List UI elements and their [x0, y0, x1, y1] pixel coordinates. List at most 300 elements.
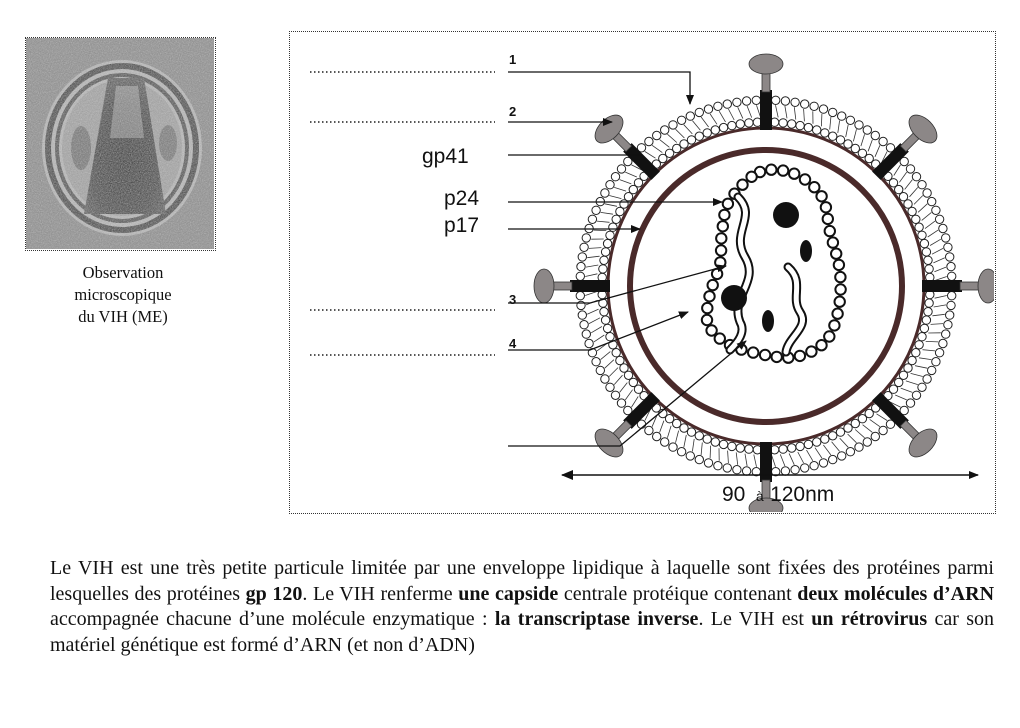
lipid-head-outer [578, 253, 586, 261]
desc-text-5: . Le VIH est [698, 608, 812, 631]
spike-glycoprotein [864, 384, 942, 462]
lipid-tail [930, 239, 941, 245]
lipid-head-outer [791, 98, 799, 106]
lipid-head-inner [796, 442, 804, 450]
lipid-head-inner [925, 299, 933, 307]
lipid-head-outer [879, 137, 887, 145]
lipid-tail [934, 267, 946, 272]
lipid-tail [877, 414, 888, 421]
lipid-tail [855, 430, 864, 438]
lipid-head-inner [829, 432, 837, 440]
lipid-tail [848, 434, 857, 443]
capsid-protein-bead [718, 221, 728, 231]
lipid-head-inner [603, 324, 611, 332]
lipid-head-inner [908, 356, 916, 364]
lipid-tail [710, 114, 717, 124]
pointer-1-envelope [508, 72, 690, 104]
lipid-tail [736, 452, 738, 464]
lipid-head-inner [711, 126, 719, 134]
lipid-tail [601, 212, 613, 214]
hiv-structure-diagram [290, 32, 994, 512]
lipid-head-inner [779, 445, 787, 453]
lipid-head-outer [661, 126, 669, 134]
lipid-head-outer [742, 467, 750, 475]
lipid-head-outer [669, 121, 677, 129]
lipid-head-inner [728, 121, 736, 129]
gp41-anchor [760, 442, 772, 482]
lipid-head-outer [580, 321, 588, 329]
lipid-head-outer [686, 112, 694, 120]
capsid-protein-bead [825, 226, 835, 236]
lipid-tail [701, 117, 709, 127]
lipid-head-outer [918, 181, 926, 189]
lipid-head-inner [924, 256, 932, 264]
lipid-tail [919, 358, 931, 360]
lipid-tail [922, 212, 932, 220]
lipid-head-inner [836, 428, 844, 436]
lipid-head-outer [855, 443, 863, 451]
lipid-tail [660, 421, 664, 433]
lipid-head-outer [928, 366, 936, 374]
capsid-protein-bead [831, 249, 841, 259]
lipid-head-outer [871, 432, 879, 440]
capsid-protein-bead [704, 291, 714, 301]
lipid-head-outer [596, 366, 604, 374]
lipid-head-inner [912, 349, 920, 357]
lipid-head-outer [879, 426, 887, 434]
lipid-head-inner [813, 438, 821, 446]
label-p17: p17 [444, 214, 480, 237]
gp120-head [749, 54, 783, 74]
lipid-tail [757, 105, 761, 117]
enzyme-circle-top [773, 202, 799, 228]
lipid-head-outer [939, 224, 947, 232]
lipid-head-outer [588, 215, 596, 223]
lipid-tail [804, 109, 805, 121]
lipid-head-outer [582, 234, 590, 242]
lipid-head-inner [606, 333, 614, 341]
capsid-protein-bead [737, 180, 747, 190]
capsid-protein-bead [746, 172, 756, 182]
lipid-head-outer [947, 301, 955, 309]
capsid-protein-bead [834, 260, 844, 270]
lipid-head-inner [821, 129, 829, 137]
lipid-tail [895, 395, 907, 400]
lipid-head-inner [600, 256, 608, 264]
lipid-head-inner [703, 129, 711, 137]
lipid-tail [632, 397, 639, 408]
lipid-head-outer [733, 466, 741, 474]
lipid-head-inner [601, 248, 609, 256]
lipid-head-outer [801, 100, 809, 108]
lipid-head-outer [781, 467, 789, 475]
desc-bold-retrovirus: un rétrovirus [811, 608, 928, 631]
lipid-tail [676, 129, 685, 138]
lipid-tail [875, 145, 880, 157]
lipid-head-outer [606, 383, 614, 391]
lipid-head-outer [918, 383, 926, 391]
lipid-head-inner [687, 136, 695, 144]
capsid-protein-bead [712, 269, 722, 279]
lipid-head-inner [908, 207, 916, 215]
lipid-tail [798, 452, 804, 463]
label-4: 4 [509, 336, 517, 351]
lipid-tail [652, 145, 662, 152]
lipid-tail [601, 352, 611, 360]
lipid-head-inner [915, 223, 923, 231]
lipid-head-outer [611, 173, 619, 181]
lipid-head-inner [620, 364, 628, 372]
lipid-head-inner [603, 239, 611, 247]
lipid-tail [667, 426, 671, 438]
lipid-head-outer [819, 105, 827, 113]
lipid-tail [710, 446, 711, 458]
lipid-head-outer [871, 131, 879, 139]
lipid-head-inner [745, 119, 753, 127]
lipid-head-inner [912, 215, 920, 223]
gp120-spikes [534, 54, 994, 512]
lipid-head-outer [846, 448, 854, 456]
lipid-head-outer [947, 262, 955, 270]
desc-bold-gp120: gp 120 [245, 582, 303, 605]
lipid-head-outer [829, 108, 837, 116]
lipid-tail [807, 450, 813, 461]
lipid-head-inner [736, 120, 744, 128]
lipid-tail [840, 438, 849, 447]
lipid-head-inner [844, 424, 852, 432]
capsid-protein-bead [702, 303, 712, 313]
size-scale-label: 90 à 120nm [722, 483, 835, 506]
lipid-head-outer [653, 432, 661, 440]
capsid-protein-bead [716, 233, 726, 243]
lipid-head-inner [616, 356, 624, 364]
lipid-head-inner [918, 333, 926, 341]
lipid-tail [772, 455, 776, 467]
lipid-head-outer [932, 206, 940, 214]
lipid-head-outer [704, 105, 712, 113]
lipid-tail [923, 350, 936, 351]
lipid-head-outer [923, 375, 931, 383]
lipid-head-inner [796, 121, 804, 129]
lipid-head-outer [935, 349, 943, 357]
lipid-head-outer [863, 126, 871, 134]
lipid-tail [910, 187, 918, 196]
gp41-anchor [760, 90, 772, 130]
lipid-tail [745, 454, 747, 466]
capsid-protein-bead [835, 284, 845, 294]
desc-text-1: Le VIH est une très petite particule limitée par une enveloppe lipidique à laquelle sont fixées des protéines parmi lesquelles des protéines [50, 557, 994, 605]
lipid-head-outer [935, 215, 943, 223]
lipid-tail [591, 327, 602, 333]
lipid-head-inner [736, 444, 744, 452]
lipid-tail [846, 125, 849, 137]
capsid-protein-bead [816, 191, 826, 201]
lipid-head-inner [609, 223, 617, 231]
lipid-head-outer [606, 181, 614, 189]
lipid-tail [660, 140, 670, 148]
lipid-head-outer [695, 108, 703, 116]
lipid-head-outer [923, 189, 931, 197]
capsid-protein-bead [702, 315, 712, 325]
lipid-head-inner [728, 442, 736, 450]
lipid-head-inner [600, 308, 608, 316]
lipid-tail [794, 107, 796, 119]
lipid-head-outer [723, 464, 731, 472]
lipid-head-outer [946, 253, 954, 261]
caption-line-1: Observation [82, 263, 164, 282]
lipid-head-outer [946, 311, 954, 319]
lipid-head-inner [788, 120, 796, 128]
lipid-tail [933, 258, 944, 263]
lipid-tail [692, 439, 694, 451]
lipid-head-inner [606, 231, 614, 239]
lipid-head-inner [904, 200, 912, 208]
lipid-tail [684, 125, 693, 134]
lipid-head-inner [804, 123, 812, 131]
capsid-protein-bead [778, 165, 788, 175]
lipid-head-outer [601, 189, 609, 197]
enzyme-oval-bottom [762, 310, 774, 332]
lipid-head-outer [810, 462, 818, 470]
lipid-tail [906, 381, 918, 385]
lipid-head-inner [711, 438, 719, 446]
lipid-tail [894, 165, 901, 176]
lipid-tail [738, 107, 743, 118]
lipid-head-outer [906, 165, 914, 173]
capsid-protein-bead [760, 350, 770, 360]
matrix-p17-ring [630, 150, 902, 422]
lipid-tail [614, 375, 622, 384]
lipid-head-inner [788, 444, 796, 452]
lipid-head-outer [714, 462, 722, 470]
lipid-head-outer [928, 197, 936, 205]
capsid-protein-bead [748, 347, 758, 357]
capsid-protein-bead [809, 182, 819, 192]
capsid-protein-bead [823, 214, 833, 224]
lipid-head-inner [612, 349, 620, 357]
lipid-head-inner [915, 341, 923, 349]
lipid-tail [863, 425, 873, 433]
lipid-head-outer [863, 438, 871, 446]
lipid-head-inner [719, 440, 727, 448]
label-gp41: gp41 [422, 145, 469, 168]
lipid-head-inner [925, 265, 933, 273]
capsid-protein-bead [715, 333, 725, 343]
hiv-diagram-frame [289, 31, 996, 514]
lipid-head-outer [686, 452, 694, 460]
lipid-head-outer [723, 100, 731, 108]
lipid-tail [926, 341, 938, 342]
desc-bold-arn: deux molécules d’ARN [797, 582, 995, 605]
lipid-tail [901, 388, 913, 392]
lipid-tail [785, 106, 787, 118]
lipid-tail [620, 180, 632, 184]
label-p24: p24 [444, 187, 480, 210]
spike-glycoprotein [590, 384, 668, 462]
lipid-head-outer [801, 464, 809, 472]
lipid-head-inner [616, 207, 624, 215]
lipid-head-inner [779, 119, 787, 127]
lipid-head-outer [653, 131, 661, 139]
desc-text-2: . Le VIH renferme [302, 582, 459, 605]
lipid-tail [585, 274, 597, 277]
lipid-tail [609, 196, 621, 199]
lipid-head-inner [836, 136, 844, 144]
lipid-head-outer [592, 358, 600, 366]
gp120-head [978, 269, 994, 303]
hiv-micrograph-image [26, 38, 214, 249]
lipid-head-outer [932, 358, 940, 366]
lipid-head-outer [733, 98, 741, 106]
lipid-tail [609, 368, 618, 377]
label-3: 3 [509, 292, 517, 307]
lipid-tail [925, 221, 935, 229]
lipid-tail [587, 256, 599, 258]
spike-glycoprotein [864, 110, 942, 188]
lipid-head-outer [577, 262, 585, 270]
capsid-protein-bead [719, 210, 729, 220]
caption-line-2: microscopique [74, 285, 172, 304]
lipid-head-outer [576, 292, 584, 300]
lipid-head-outer [645, 426, 653, 434]
lipid-tail [747, 106, 752, 118]
lipid-tail [870, 419, 880, 426]
lipid-tail [780, 454, 785, 466]
lipid-head-outer [948, 292, 956, 300]
lipid-tail [625, 390, 632, 400]
lipid-head-outer [944, 243, 952, 251]
label-2: 2 [509, 104, 517, 119]
lipid-head-inner [612, 215, 620, 223]
capsid-p24-shell [702, 165, 846, 363]
lipid-head-inner [920, 239, 928, 247]
lipid-head-outer [580, 243, 588, 251]
capsid-protein-bead [832, 309, 842, 319]
lipid-tail [625, 172, 637, 177]
lipid-tail [676, 431, 679, 443]
spike-glycoprotein [749, 54, 783, 130]
capsid-protein-bead [706, 325, 716, 335]
capsid-protein-bead [789, 169, 799, 179]
lipid-head-inner [813, 126, 821, 134]
lipid-head-outer [819, 459, 827, 467]
lipid-head-inner [687, 428, 695, 436]
lipid-head-outer [829, 455, 837, 463]
lipid-tail [594, 230, 606, 231]
lipid-tail [719, 111, 725, 122]
desc-bold-capside: une capside [458, 582, 559, 605]
lipid-tail [868, 140, 872, 152]
lipid-tail [914, 196, 923, 205]
lipid-head-outer [752, 96, 760, 104]
lipid-tail [728, 109, 734, 120]
micrograph-frame [25, 37, 216, 251]
lipid-head-inner [695, 432, 703, 440]
capsid-protein-bead [816, 340, 826, 350]
lipid-head-outer [617, 165, 625, 173]
lipid-tail [597, 221, 610, 222]
lipid-tail [905, 180, 913, 190]
lipid-head-outer [942, 330, 950, 338]
capsid-protein-bead [835, 297, 845, 307]
capsid-protein-bead [806, 346, 816, 356]
lipid-head-outer [592, 206, 600, 214]
caption-line-3: du VIH (ME) [78, 307, 168, 326]
capsid-protein-bead [800, 174, 810, 184]
micrograph-caption [18, 262, 228, 328]
lipid-tail [589, 248, 601, 249]
lipid-tail [823, 445, 831, 455]
desc-text-4: accompagnée chacune d’une molécule enzymatique : [50, 608, 495, 631]
capsid-protein-bead [723, 199, 733, 209]
lipid-tail [853, 129, 856, 141]
lipid-tail [667, 134, 676, 142]
lipid-head-outer [810, 102, 818, 110]
lipid-head-outer [617, 399, 625, 407]
lipid-tail [911, 373, 923, 376]
lipid-head-outer [578, 311, 586, 319]
lipid-head-outer [912, 173, 920, 181]
lipid-head-outer [948, 272, 956, 280]
label-1: 1 [509, 52, 517, 67]
lipid-tail [605, 360, 614, 369]
lipid-head-inner [695, 132, 703, 140]
lipid-head-outer [838, 112, 846, 120]
lipid-tail [701, 443, 702, 456]
capsid-protein-bead [835, 272, 845, 282]
lipid-head-outer [677, 116, 685, 124]
lipid-tail [728, 451, 729, 463]
gp120-head [534, 269, 554, 303]
lipid-tail [935, 296, 947, 299]
lipid-head-outer [838, 452, 846, 460]
gp41-anchor [922, 280, 962, 292]
lipid-head-outer [645, 137, 653, 145]
lipid-head-outer [704, 459, 712, 467]
lipid-tail [838, 121, 840, 133]
capsid-protein-bead [716, 245, 726, 255]
lipid-tail [620, 383, 628, 393]
lipid-head-outer [846, 116, 854, 124]
reverse-transcriptase-enzyme [721, 285, 747, 311]
lipid-tail [832, 442, 840, 452]
pointer-4-enzyme [508, 312, 688, 350]
lipid-head-inner [924, 308, 932, 316]
enzyme-oval-right [800, 240, 812, 262]
lipid-tail [684, 435, 687, 447]
capsid-protein-bead [766, 165, 776, 175]
lipid-head-outer [944, 321, 952, 329]
lipid-tail [789, 453, 794, 464]
lipid-head-outer [772, 96, 780, 104]
lipid-head-inner [601, 316, 609, 324]
capsid-protein-bead [795, 351, 805, 361]
lipid-tail [935, 277, 947, 281]
lipid-head-outer [576, 272, 584, 280]
gp41-anchor [570, 280, 610, 292]
lipid-head-inner [829, 132, 837, 140]
lipid-head-outer [912, 391, 920, 399]
lipid-tail [934, 305, 946, 307]
lipid-tail [830, 117, 831, 130]
lipid-head-outer [714, 102, 722, 110]
lipid-tail [928, 230, 938, 237]
capsid-protein-bead [772, 352, 782, 362]
lipid-head-inner [599, 265, 607, 273]
lipid-head-inner [918, 231, 926, 239]
spike-glycoprotein [534, 269, 610, 303]
lipid-tail [931, 324, 943, 325]
